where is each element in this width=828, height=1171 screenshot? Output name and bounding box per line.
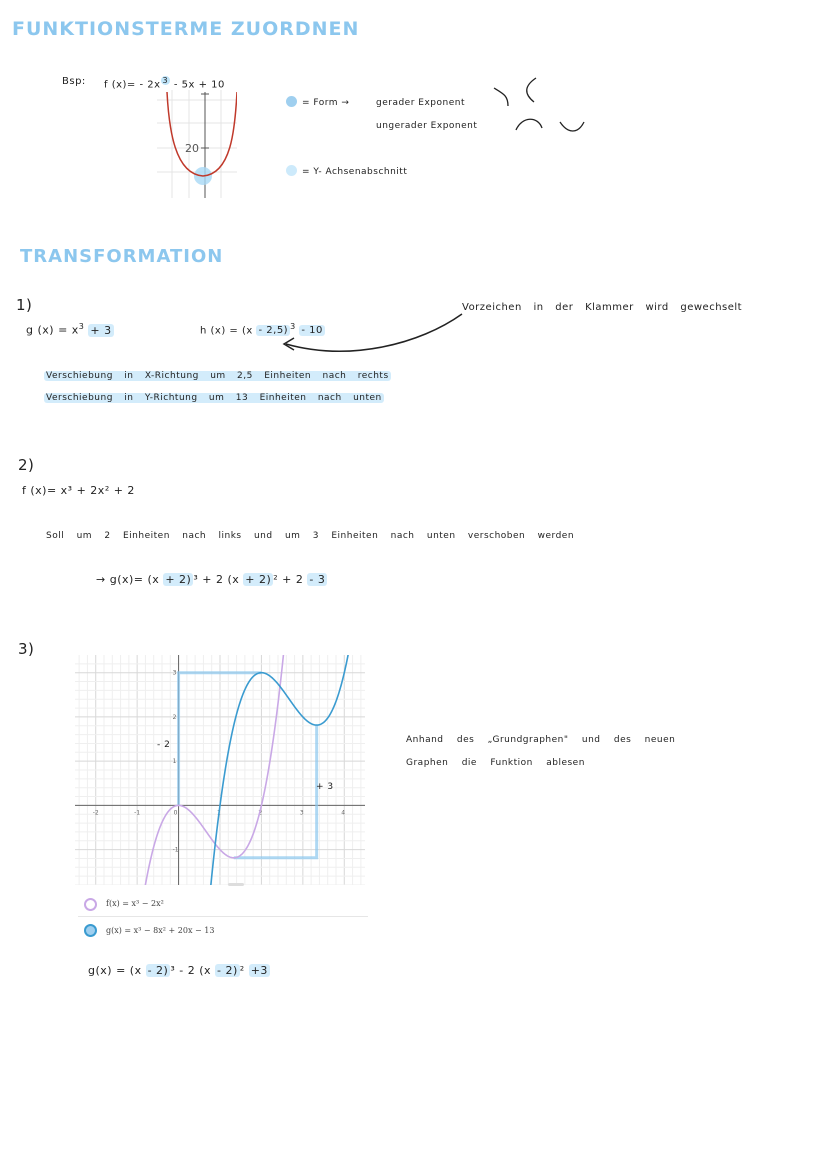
sketch-odd-1	[516, 119, 542, 130]
y-intercept-dot	[286, 165, 297, 176]
section2-number: 2)	[18, 456, 35, 474]
y-tick-label: 1	[172, 758, 177, 766]
section1-note: Vorzeichen in der Klammer wird gewechselt	[462, 302, 743, 313]
x-tick-label: 4	[341, 809, 346, 817]
x-tick-label: 2	[258, 809, 263, 817]
legend-f-text: f(x) = x³ − 2x²	[106, 899, 164, 908]
section2-f: f (x)= x³ + 2x² + 2	[22, 484, 135, 497]
section1-g-exp: 3	[78, 322, 85, 331]
legend-f-dot[interactable]	[84, 898, 97, 911]
section3-side-text-1: Anhand des „Grundgraphen" und des neuen	[406, 735, 676, 745]
x-tick-label: -2	[92, 809, 99, 817]
section1-g-hl: + 3	[90, 323, 112, 337]
example-formula-pre: f (x)= - 2x	[104, 79, 161, 91]
x-tick-label: 3	[299, 809, 304, 817]
transformation-title: TRANSFORMATION	[20, 246, 224, 267]
section3-g-final	[88, 964, 270, 977]
y-tick-label: 2	[172, 713, 177, 721]
x-tick-label: -1	[134, 809, 141, 817]
shift-path-bottom	[234, 726, 317, 858]
section2-arrow: →	[96, 573, 106, 586]
example-formula-exp: 3	[162, 76, 169, 85]
example-graph-tick: 20	[185, 142, 199, 155]
shape-sketches	[486, 72, 596, 136]
graph-scroll-handle[interactable]	[228, 883, 244, 886]
x-tick-label: 1	[217, 809, 221, 817]
legend-g-text: g(x) = x³ − 8x² + 20x − 13	[106, 926, 215, 935]
section1-h-post: - 10	[301, 325, 323, 337]
graph-shift-annotation	[179, 673, 317, 858]
section2-g	[96, 573, 327, 586]
section3-g-final-hl3: +3	[250, 964, 268, 977]
section3-side-text-2: Graphen die Funktion ablesen	[406, 758, 585, 768]
form-dot	[286, 96, 297, 107]
section3-g-final-hl1: - 2)	[147, 964, 169, 977]
section2-g-hl1: + 2)	[165, 573, 192, 586]
legend-separator	[78, 916, 368, 917]
section2-g-a: g(x)= (x	[109, 573, 160, 586]
section2-g-hl3: - 3	[309, 573, 326, 586]
sketch-even-1	[494, 88, 508, 106]
y-intercept-label: = Y- Achsenabschnitt	[302, 167, 408, 177]
section1-h-exp: 3	[290, 322, 296, 331]
y-tick-label: -1	[172, 846, 179, 854]
annot-plus3: + 3	[316, 782, 334, 792]
sketch-odd-2	[560, 122, 584, 131]
section1-arrow	[280, 300, 480, 362]
gerader-exponent: gerader Exponent	[376, 98, 465, 108]
function-graph	[75, 655, 365, 885]
main-title: FUNKTIONSTERME ZUORDNEN	[12, 18, 360, 40]
example-label: Bsp:	[62, 76, 86, 87]
section3-g-final-c: ²	[239, 964, 245, 977]
form-label: = Form →	[302, 98, 350, 108]
x-tick-label: 0	[173, 809, 178, 817]
section1-number: 1)	[16, 296, 33, 314]
section1-g-pre: g (x) = x	[26, 323, 79, 337]
ungerader-exponent: ungerader Exponent	[376, 121, 478, 131]
sketch-even-2	[527, 78, 536, 102]
section2-g-hl2: + 2)	[245, 573, 272, 586]
section1-shift-y: Verschiebung in Y-Richtung um 13 Einheiten nach unten	[46, 393, 382, 403]
section2-instruction: Soll um 2 Einheiten nach links und um 3 Einheiten nach unten verschoben werden	[46, 531, 575, 541]
example-graph	[157, 90, 237, 198]
section1-g	[26, 322, 114, 337]
legend-g-dot[interactable]	[84, 924, 97, 937]
section3-g-final-hl2: - 2)	[217, 964, 238, 977]
section1-shift-x: Verschiebung in X-Richtung um 2,5 Einheiten nach rechts	[46, 371, 389, 381]
section2-g-c: ² + 2	[273, 573, 304, 586]
example-graph-curve	[167, 92, 237, 176]
section3-g-final-a: g(x) = (x	[88, 964, 142, 977]
section2-g-b: ³ + 2 (x	[193, 573, 240, 586]
section1-h-pre: h (x) = (x	[200, 325, 253, 337]
annot-minus2: - 2	[157, 740, 171, 750]
section1-h-hl: - 2,5)	[258, 325, 289, 337]
y-tick-label: 3	[172, 669, 177, 677]
example-formula-post: - 5x + 10	[173, 79, 225, 91]
example-formula	[104, 76, 225, 90]
section3-number: 3)	[18, 640, 35, 658]
section3-g-final-b: ³ - 2 (x	[170, 964, 212, 977]
